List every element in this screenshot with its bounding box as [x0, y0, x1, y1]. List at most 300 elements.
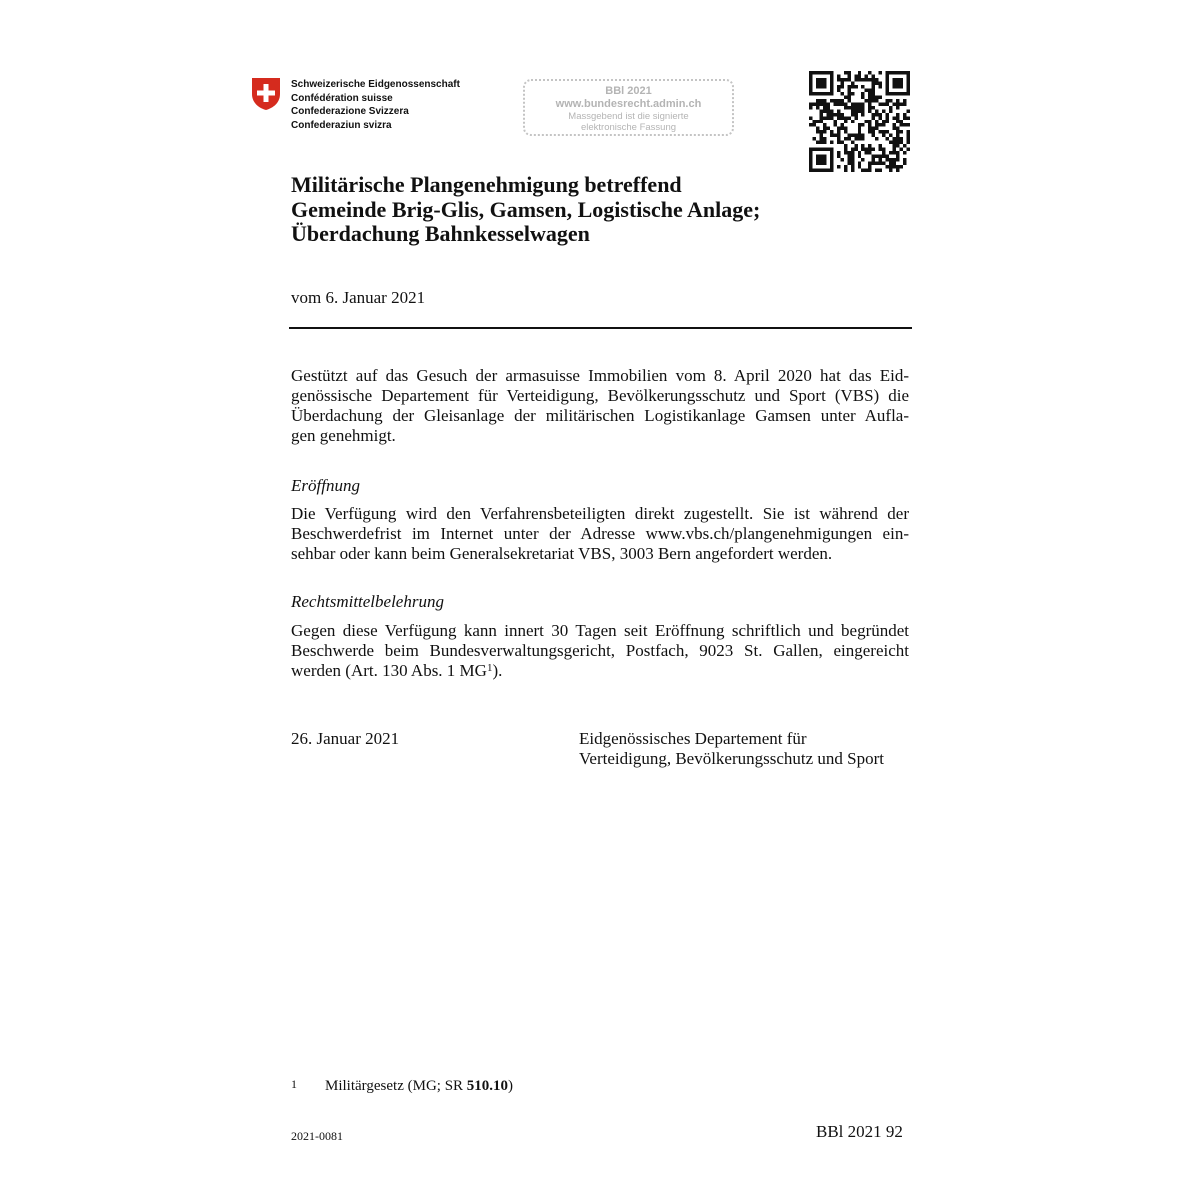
qr-module [812, 120, 815, 123]
qr-module [837, 130, 840, 133]
paragraph-line: Gegen diese Verfügung kann innert 30 Tagen seit Eröffnung schriftlich und begründet [291, 621, 909, 640]
qr-module [844, 95, 847, 98]
qr-module [844, 102, 847, 105]
qr-module [875, 109, 878, 112]
qr-module [826, 113, 829, 116]
qr-module [837, 155, 840, 158]
qr-module [861, 102, 864, 105]
qr-module [844, 116, 847, 119]
qr-module [886, 85, 889, 88]
qr-module [851, 109, 854, 112]
qr-module [900, 165, 903, 168]
qr-module [844, 71, 847, 74]
footnote-sr-number: 510.10 [466, 1078, 509, 1094]
qr-module [830, 92, 833, 95]
qr-module [809, 78, 812, 81]
paragraph-line: Überdachung der Gleisanlage der militärischen Logistikanlage Gamsen unter Aufla- [291, 406, 909, 425]
qr-module [823, 106, 826, 109]
qr-module [840, 127, 843, 130]
qr-module [872, 162, 875, 165]
appeal-paragraph [291, 621, 909, 681]
qr-module [875, 99, 878, 102]
qr-module [847, 106, 850, 109]
qr-module [812, 92, 815, 95]
qr-module [819, 78, 822, 81]
qr-module [872, 81, 875, 84]
qr-module [861, 144, 864, 147]
qr-module [830, 130, 833, 133]
qr-module [893, 85, 896, 88]
qr-module [830, 74, 833, 77]
qr-module [879, 95, 882, 98]
qr-module [893, 102, 896, 105]
qr-module [889, 141, 892, 144]
qr-module [868, 148, 871, 151]
qr-module [816, 85, 819, 88]
qr-module [812, 169, 815, 172]
qr-module [837, 137, 840, 140]
qr-module [816, 162, 819, 165]
qr-module [840, 78, 843, 81]
qr-module [858, 123, 861, 126]
document-date: vom 6. Januar 2021 [291, 288, 426, 307]
qr-module [823, 158, 826, 161]
qr-module [826, 148, 829, 151]
qr-module [872, 134, 875, 137]
qr-module [900, 71, 903, 74]
qr-module [816, 141, 819, 144]
qr-module [889, 162, 892, 165]
qr-module [844, 127, 847, 130]
qr-module [861, 148, 864, 151]
qr-module [889, 71, 892, 74]
qr-module [868, 78, 871, 81]
qr-module [816, 92, 819, 95]
paragraph-line: Die Verfügung wird den Verfahrensbeteiligten direkt zugestellt. Sie ist während der [291, 504, 909, 523]
qr-module [809, 165, 812, 168]
qr-module [868, 130, 871, 133]
qr-module [879, 169, 882, 172]
qr-module [823, 141, 826, 144]
qr-module [826, 71, 829, 74]
qr-module [819, 158, 822, 161]
qr-module [886, 92, 889, 95]
qr-module [819, 134, 822, 137]
qr-module [851, 106, 854, 109]
qr-module [830, 141, 833, 144]
qr-module [868, 151, 871, 154]
qr-module [858, 78, 861, 81]
qr-module [823, 155, 826, 158]
qr-module [823, 71, 826, 74]
qr-module [903, 92, 906, 95]
qr-module [868, 144, 871, 147]
qr-module [837, 165, 840, 168]
qr-module [886, 155, 889, 158]
confederation-name-fr: Confédération suisse [291, 92, 393, 104]
qr-module [840, 102, 843, 105]
qr-module [896, 151, 899, 154]
qr-module [872, 127, 875, 130]
qr-module [809, 102, 812, 105]
qr-module [833, 102, 836, 105]
qr-module [889, 106, 892, 109]
qr-module [865, 99, 868, 102]
qr-module [879, 144, 882, 147]
qr-module [889, 169, 892, 172]
qr-module [861, 78, 864, 81]
qr-module [844, 151, 847, 154]
qr-module [903, 123, 906, 126]
qr-module [837, 109, 840, 112]
qr-module [896, 130, 899, 133]
qr-module [854, 109, 857, 112]
qr-module [819, 120, 822, 123]
qr-module [809, 162, 812, 165]
qr-module [816, 169, 819, 172]
qr-module [826, 92, 829, 95]
qr-module [907, 81, 910, 84]
paragraph-line: sehbar oder kann beim Generalsekretariat VBS, 3003 Bern angefordert werden. [291, 544, 833, 563]
qr-module [907, 141, 910, 144]
qr-module [812, 148, 815, 151]
qr-module [812, 102, 815, 105]
qr-module [868, 106, 871, 109]
qr-module [893, 78, 896, 81]
qr-module [844, 165, 847, 168]
qr-module [896, 120, 899, 123]
qr-module [851, 134, 854, 137]
qr-module [896, 85, 899, 88]
qr-module [812, 137, 815, 140]
qr-module [809, 158, 812, 161]
qr-module [844, 120, 847, 123]
qr-module [819, 137, 822, 140]
qr-module [823, 116, 826, 119]
qr-module [812, 123, 815, 126]
qr-module [903, 116, 906, 119]
qr-module [837, 88, 840, 91]
qr-module [816, 99, 819, 102]
qr-module [872, 78, 875, 81]
qr-module [907, 116, 910, 119]
qr-module [882, 155, 885, 158]
qr-module [844, 169, 847, 172]
qr-module [900, 85, 903, 88]
qr-module [851, 141, 854, 144]
qr-module [844, 106, 847, 109]
opening-paragraph [291, 504, 909, 564]
qr-module [886, 158, 889, 161]
qr-module [900, 92, 903, 95]
qr-module [851, 151, 854, 154]
qr-module [868, 127, 871, 130]
qr-module [840, 99, 843, 102]
qr-module [907, 78, 910, 81]
qr-module [907, 74, 910, 77]
qr-module [830, 81, 833, 84]
qr-module [896, 134, 899, 137]
qr-module [809, 169, 812, 172]
qr-module [886, 99, 889, 102]
qr-module [851, 85, 854, 88]
qr-module [868, 123, 871, 126]
qr-module [868, 162, 871, 165]
qr-module [882, 134, 885, 137]
qr-module [847, 71, 850, 74]
qr-module [889, 109, 892, 112]
qr-module [830, 99, 833, 102]
qr-module [823, 162, 826, 165]
confederation-name-block [291, 78, 460, 132]
footnote-text-start: Militärgesetz (MG; SR [325, 1078, 467, 1094]
qr-module [851, 120, 854, 123]
qr-module [809, 74, 812, 77]
qr-module [833, 134, 836, 137]
qr-module [819, 109, 822, 112]
qr-module [826, 102, 829, 105]
qr-module [851, 155, 854, 158]
paragraph-line: Beschwerdefrist im Internet unter der Adresse www.vbs.ch/plangenehmigungen ein- [291, 524, 909, 543]
qr-module [896, 113, 899, 116]
qr-module [837, 116, 840, 119]
qr-module [844, 144, 847, 147]
qr-module [819, 81, 822, 84]
title-line: Überdachung Bahnkesselwagen [291, 221, 590, 246]
qr-module [851, 165, 854, 168]
qr-module [837, 102, 840, 105]
qr-module [861, 109, 864, 112]
qr-module [872, 92, 875, 95]
qr-module [819, 99, 822, 102]
qr-module [896, 106, 899, 109]
qr-module [900, 81, 903, 84]
paragraph-line: Beschwerde beim Bundesverwaltungsgericht, Postfach, 9023 St. Gallen, eingereicht [291, 641, 909, 660]
qr-module [886, 120, 889, 123]
qr-module [889, 99, 892, 102]
stamp-line-1: BBl 2021 [605, 85, 652, 97]
qr-module [830, 158, 833, 161]
qr-module [896, 99, 899, 102]
qr-module [854, 148, 857, 151]
qr-module [896, 81, 899, 84]
qr-module [809, 106, 812, 109]
qr-module [879, 130, 882, 133]
qr-module [872, 116, 875, 119]
qr-module [823, 109, 826, 112]
qr-module [907, 109, 910, 112]
qr-module [900, 148, 903, 151]
qr-module [896, 92, 899, 95]
qr-module [872, 113, 875, 116]
qr-module [879, 71, 882, 74]
footnote-reference[interactable]: 1 [486, 662, 493, 674]
qr-module [816, 102, 819, 105]
qr-module [816, 155, 819, 158]
qr-module [907, 137, 910, 140]
qr-module [858, 151, 861, 154]
qr-module [893, 151, 896, 154]
qr-module [847, 116, 850, 119]
qr-module [893, 127, 896, 130]
qr-module [868, 169, 871, 172]
qr-module [823, 78, 826, 81]
qr-module [844, 137, 847, 140]
qr-module [907, 130, 910, 133]
qr-module [896, 116, 899, 119]
qr-module [823, 81, 826, 84]
qr-module [872, 74, 875, 77]
qr-module [900, 120, 903, 123]
qr-module [893, 116, 896, 119]
qr-module [858, 102, 861, 105]
qr-module [851, 81, 854, 84]
swiss-coat-of-arms-icon [251, 77, 281, 111]
footnote-text [325, 1078, 513, 1095]
qr-module [816, 158, 819, 161]
qr-module [851, 169, 854, 172]
qr-module [907, 148, 910, 151]
qr-module [861, 169, 864, 172]
title-divider [289, 327, 912, 329]
qr-module [872, 155, 875, 158]
qr-module [819, 169, 822, 172]
qr-module [830, 169, 833, 172]
qr-module [823, 148, 826, 151]
paragraph-line [291, 661, 909, 681]
qr-module [903, 151, 906, 154]
qr-module [896, 127, 899, 130]
qr-module [868, 109, 871, 112]
qr-module [868, 165, 871, 168]
qr-module [893, 162, 896, 165]
qr-module [868, 71, 871, 74]
qr-module [903, 162, 906, 165]
qr-module [900, 123, 903, 126]
qr-module [907, 123, 910, 126]
qr-module [861, 113, 864, 116]
qr-module [809, 116, 812, 119]
qr-module [840, 92, 843, 95]
qr-module [879, 102, 882, 105]
qr-module [886, 116, 889, 119]
qr-module [886, 102, 889, 105]
qr-module [875, 155, 878, 158]
qr-module [872, 106, 875, 109]
qr-module [861, 123, 864, 126]
qr-module [823, 102, 826, 105]
qr-module [854, 144, 857, 147]
qr-module [809, 81, 812, 84]
qr-module [830, 78, 833, 81]
qr-module [896, 78, 899, 81]
qr-module [893, 81, 896, 84]
qr-module [847, 155, 850, 158]
confederation-name-de: Schweizerische Eidgenossenschaft [291, 79, 460, 90]
qr-module [840, 123, 843, 126]
stamp-line-4: elektronische Fassung [580, 122, 677, 133]
qr-module [879, 158, 882, 161]
qr-module [819, 92, 822, 95]
qr-module [840, 113, 843, 116]
qr-module [816, 71, 819, 74]
qr-module [837, 99, 840, 102]
intro-paragraph [291, 366, 909, 446]
qr-module [896, 144, 899, 147]
qr-module [865, 74, 868, 77]
qr-module [896, 141, 899, 144]
qr-module [847, 85, 850, 88]
qr-module [882, 120, 885, 123]
qr-module [879, 123, 882, 126]
qr-module [816, 78, 819, 81]
qr-module [896, 158, 899, 161]
title-line: Militärische Plangenehmigung betreffend [291, 172, 682, 197]
qr-module [858, 74, 861, 77]
qr-module [875, 95, 878, 98]
qr-module [882, 109, 885, 112]
footnote-text-end: ) [508, 1078, 514, 1094]
qr-module [826, 109, 829, 112]
qr-module [893, 92, 896, 95]
qr-module [882, 130, 885, 133]
qr-module [847, 151, 850, 154]
qr-module [830, 148, 833, 151]
qr-module [889, 151, 892, 154]
qr-module [823, 169, 826, 172]
qr-module [858, 106, 861, 109]
qr-module [854, 134, 857, 137]
qr-module [865, 151, 868, 154]
qr-module [896, 71, 899, 74]
qr-module [851, 92, 854, 95]
qr-module [879, 85, 882, 88]
qr-module [879, 148, 882, 151]
qr-module [830, 85, 833, 88]
qr-module [886, 130, 889, 133]
qr-module [854, 102, 857, 105]
qr-module [847, 95, 850, 98]
qr-module [893, 158, 896, 161]
qr-module [868, 120, 871, 123]
qr-module [865, 88, 868, 91]
qr-module [840, 141, 843, 144]
section-heading-opening: Eröffnung [291, 476, 360, 495]
qr-module [875, 127, 878, 130]
qr-module [889, 165, 892, 168]
qr-module [903, 99, 906, 102]
qr-module [889, 158, 892, 161]
qr-module [903, 71, 906, 74]
qr-module [893, 148, 896, 151]
qr-module [826, 116, 829, 119]
qr-module [854, 113, 857, 116]
qr-module [907, 71, 910, 74]
qr-module [819, 162, 822, 165]
qr-module [830, 151, 833, 154]
qr-module [872, 99, 875, 102]
qr-module [830, 71, 833, 74]
qr-module [819, 113, 822, 116]
qr-module [819, 148, 822, 151]
qr-module [861, 158, 864, 161]
qr-module [875, 113, 878, 116]
qr-module [816, 81, 819, 84]
qr-module [826, 169, 829, 172]
qr-module [851, 113, 854, 116]
qr-module [809, 123, 812, 126]
qr-module [840, 116, 843, 119]
